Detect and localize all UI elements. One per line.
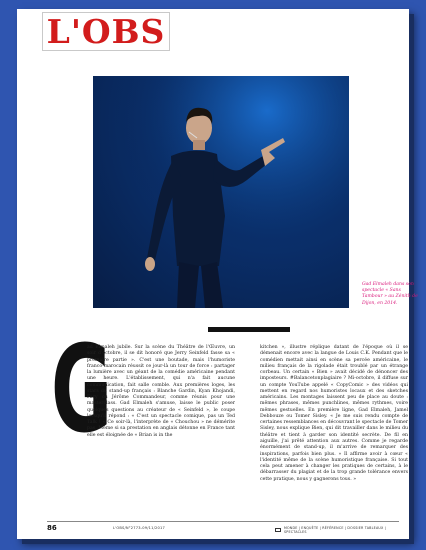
page-number: 86: [47, 524, 57, 532]
comedian-on-stage-image: [93, 76, 349, 308]
article-column-2: [260, 345, 408, 483]
photo-caption: Gad Elmaleh dans son spectacle « Sans Tambour » au Zénith de Dijon, en 2014.: [362, 282, 418, 306]
magazine-page: [17, 9, 418, 539]
drop-cap: G: [51, 321, 113, 460]
section-icon: [275, 528, 281, 532]
footer-sections: [275, 526, 409, 534]
column-2-text: kitchen », illustre réplique datant de l'époque où il se démenait encore avec la langue de Louis C.K. Pendant que le comédien mettait ainsi en scène sa percée américaine, le milieu français de la rigolade était troublé par un étrange corbeau. Un certain « Bien » avait décidé de dénoncer des imposteurs. #Balancetonplagiaire ? Mi-octobre, il diffuse sur un compte YouTube appelé « CopyComic » des vidéos qui mettent en regard nos humoristes locaux et des sketches américains. Les montages laissent peu de place au doute : mêmes phrases, mêmes punchlines, mêmes rythmes, voire mêmes gestuelles. En première ligne, Gad Elmaleh, Jamel Debbouze ou Tomer Sisley. « Je me suis rendu compte de certaines ressemblances en découvrant le spectacle de Tomer Sisley, nous explique Bien, qui dit travailler dans le milieu du théâtre et tient à garder son identité secrète. De fil en aiguille, j'ai prêté attention aux autres. Comme je regarde énormément de stand-up, il m'arrive de remarquer des inspirations, parfois bien plus. » Il affirme avoir à cœur « l'identité même de la scène humoristique française. Si tout cela peut amener à changer les pratiques de certains, à le débarrasser du plagiat et de la trop grande tolérance envers cette pratique, nous y gagnerons tous. »: [260, 345, 408, 482]
article-photo: [93, 76, 349, 308]
article-column-1: [87, 345, 235, 439]
logo-text: L'OBS: [46, 12, 166, 51]
issue-line: L'OBS/N°2773-09/11/2017: [113, 526, 165, 530]
footer-rule: [47, 521, 399, 522]
footer-sections-text: MONDE | ENQUÊTE | RÉFÉRENCE | DOSSIER TABLEAUX | SPECTACLES: [283, 526, 387, 534]
column-1-text: ad Elmaleh jubile. Sur la scène du Théâtre de l'Œuvre, un soir d'octobre, il se dit honoré que Jerry Seinfeld fasse sa « première partie ». C'est une boutade, mais l'humoriste franco-marocain réussit ce jour-là un tour de force : partager la lumière avec un géant de la comédie américaine pendant une heure. L'établissement, qui n'a fait aucune communication, fait salle comble. Aux premières loges, les stars du stand-up français : Blanche Gardin, Kyan Khojandi, Fary ou Jérôme Commandeur, comme réunis pour une masterclass. Gad Elmaleh s'amuse, laisse le public poser quelques questions au créateur de « Seinfeld », le coupe lorsqu'il répond : « C'est un spectacle comique, pas un Ted Talk ! » Ce soir-là, l'interprète de « Chouchou » ne démérite pas. Même si sa prestation en anglais détonne en France tant elle est éloignée de « Brian is in the: [87, 345, 235, 438]
magazine-logo: [42, 12, 170, 51]
article-divider-bar: [208, 327, 290, 332]
